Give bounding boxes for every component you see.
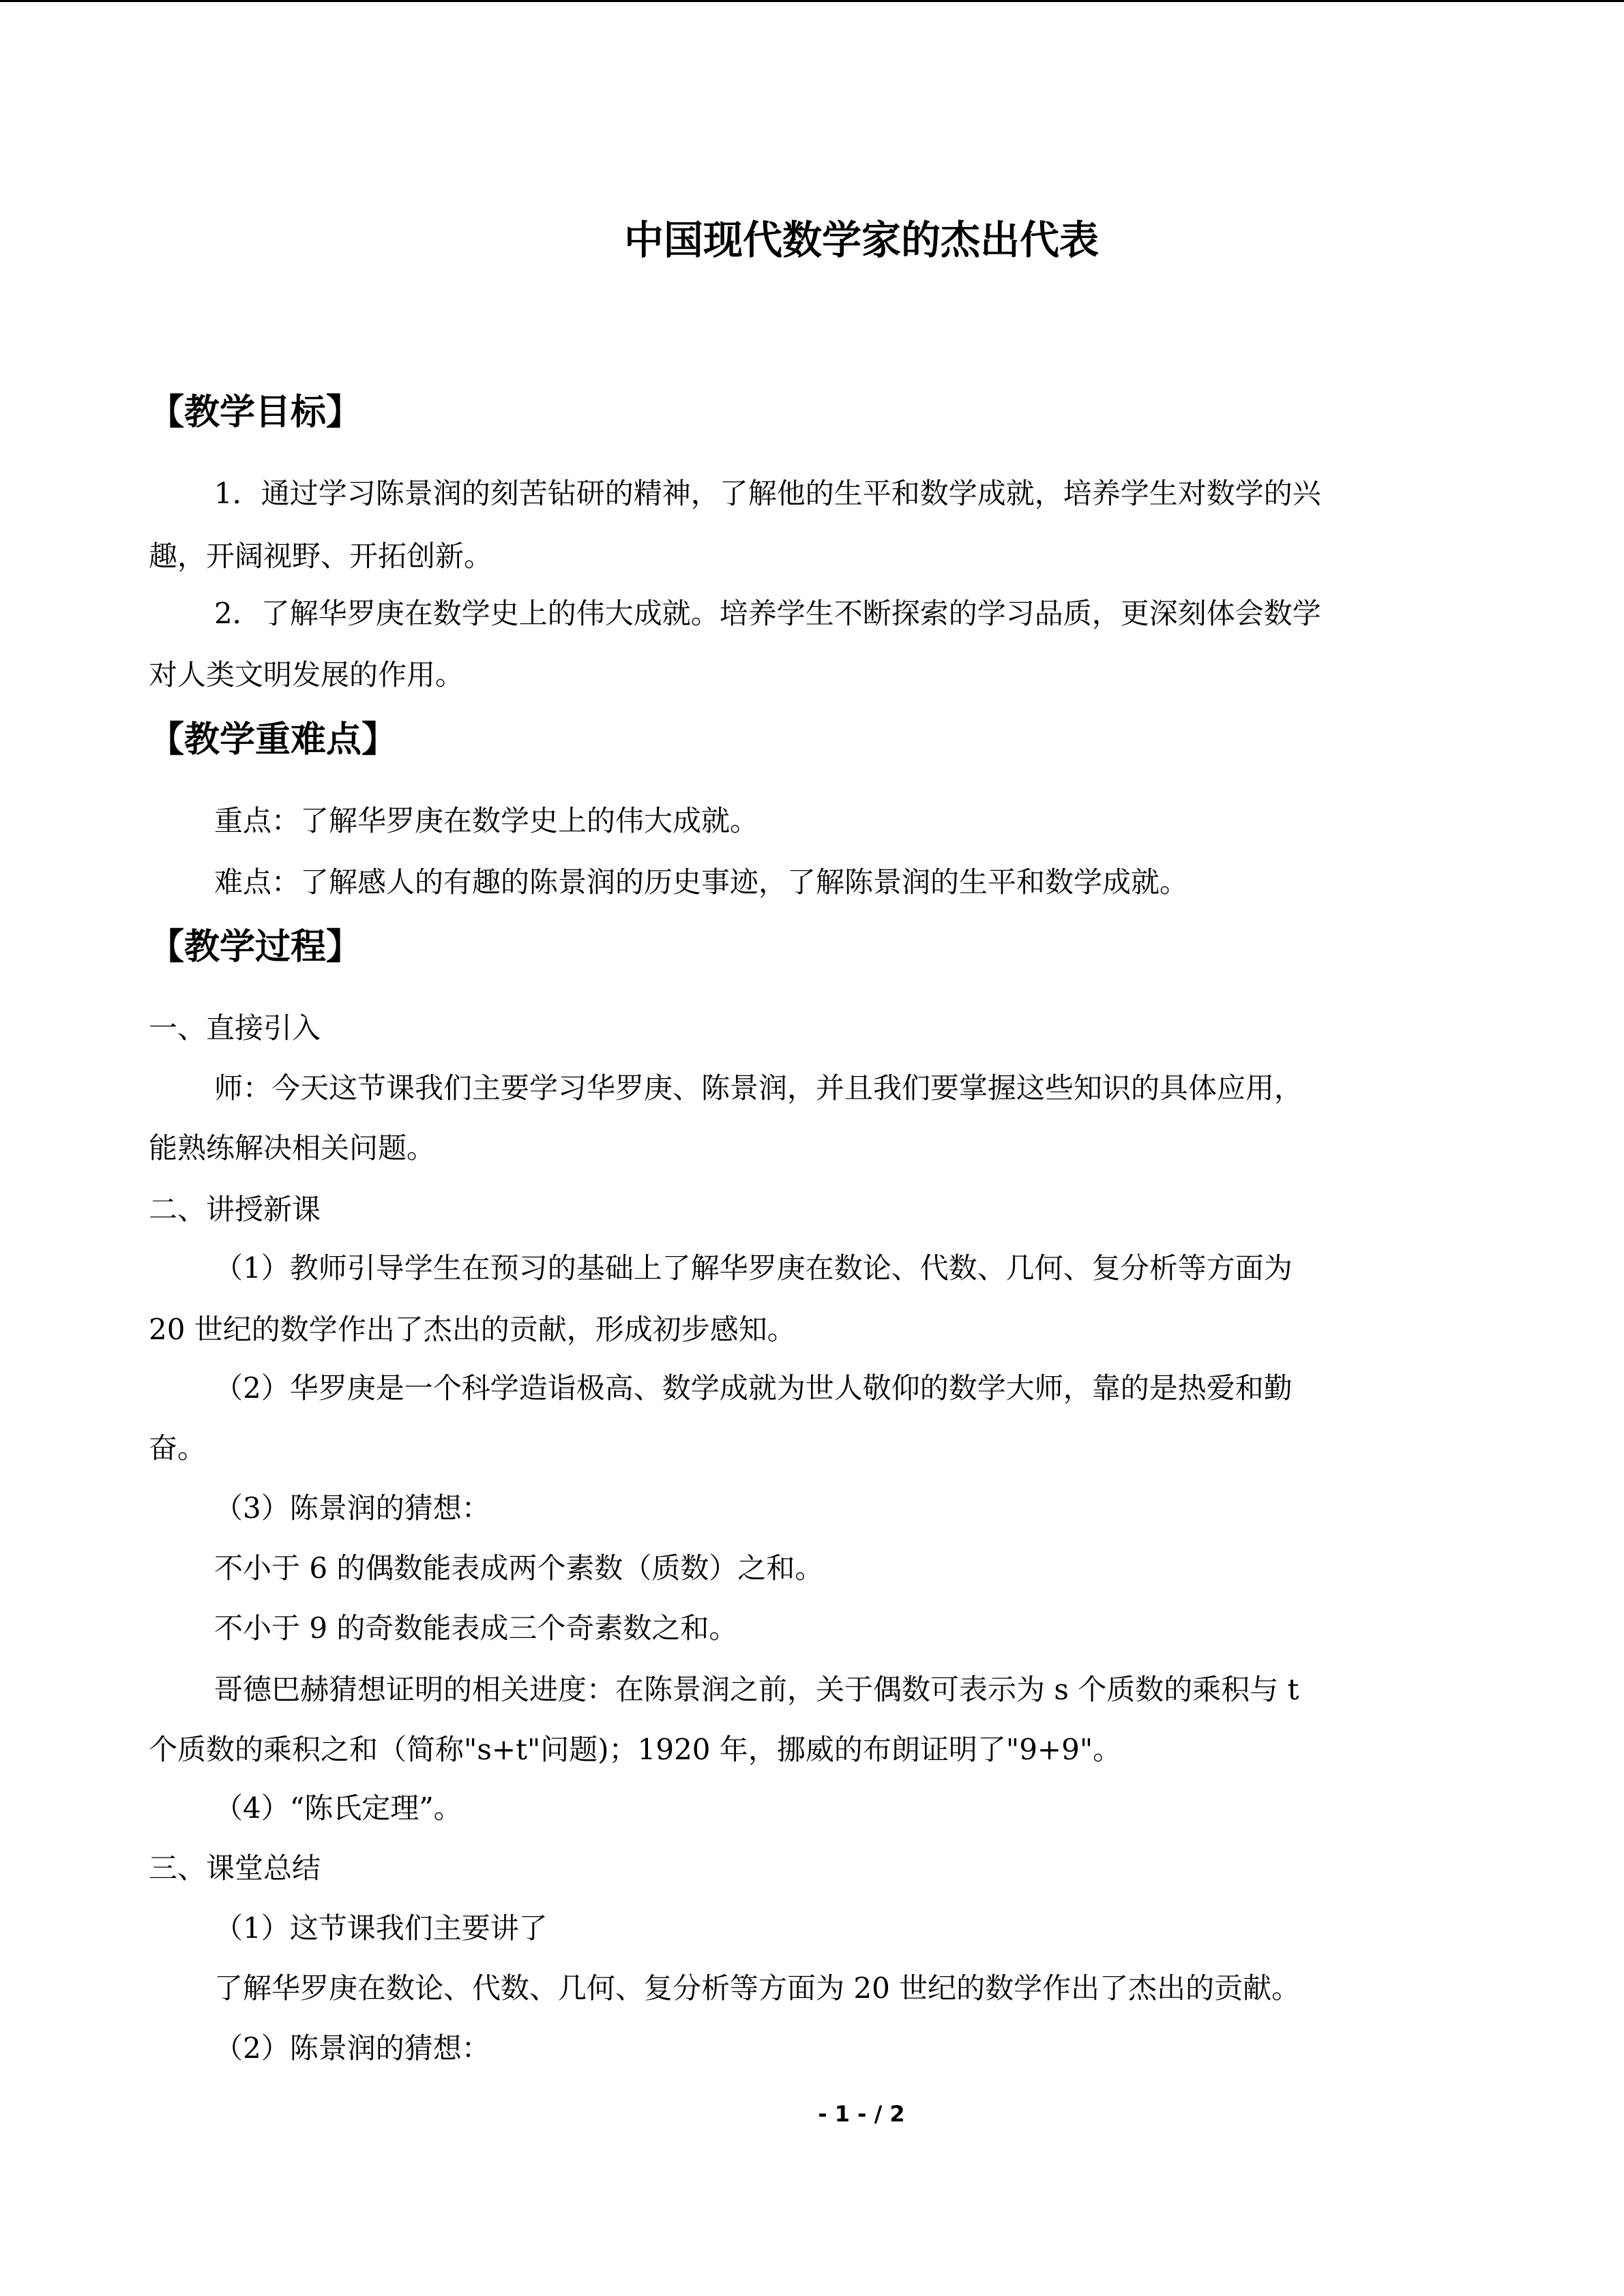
part-3-item-2: （2）陈景润的猜想： bbox=[214, 2031, 490, 2065]
part-3-item-1-detail: 了解华罗庚在数论、代数、几何、复分析等方面为 20 世纪的数学作出了杰出的贡献。 bbox=[214, 1971, 1301, 2005]
part-1-line-2: 能熟练解决相关问题。 bbox=[149, 1131, 436, 1165]
part-1-title: 一、直接引入 bbox=[149, 1011, 321, 1045]
objective-2-line-1: 2．了解华罗庚在数学史上的伟大成就。培养学生不断探索的学习品质，更深刻体会数学 bbox=[214, 597, 1321, 630]
objectives-heading: 【教学目标】 bbox=[149, 392, 362, 433]
part-2-item-2-line-1: （2）华罗庚是一个科学造诣极高、数学成就为世人敬仰的数学大师，靠的是热爱和勤 bbox=[214, 1371, 1293, 1405]
part-2-title: 二、讲授新课 bbox=[149, 1193, 321, 1226]
goldbach-progress-line-2: 个质数的乘积之和（简称"s+t"问题)；1920 年，挪威的布朗证明了"9+9"。 bbox=[149, 1733, 1122, 1766]
goldbach-progress-line-1: 哥德巴赫猜想证明的相关进度：在陈景润之前，关于偶数可表示为 s 个质数的乘积与 t bbox=[214, 1673, 1299, 1706]
objective-2-line-2: 对人类文明发展的作用。 bbox=[149, 658, 464, 691]
part-2-item-3: （3）陈景润的猜想： bbox=[214, 1491, 490, 1525]
part-1-line-1: 师：今天这节课我们主要学习华罗庚、陈景润，并且我们要掌握这些知识的具体应用， bbox=[214, 1071, 1303, 1105]
objective-1-line-2: 趣，开阔视野、开拓创新。 bbox=[149, 539, 493, 573]
part-2-item-1-line-1: （1）教师引导学生在预习的基础上了解华罗庚在数论、代数、几何、复分析等方面为 bbox=[214, 1251, 1293, 1285]
objective-1-line-1: 1．通过学习陈景润的刻苦钻研的精神，了解他的生平和数学成就，培养学生对数学的兴 bbox=[214, 477, 1321, 510]
key-points-heading: 【教学重难点】 bbox=[149, 719, 398, 760]
document-page bbox=[149, 0, 1479, 2296]
document-title: 中国现代数学家的杰出代表 bbox=[623, 217, 1099, 263]
part-3-item-1: （1）这节课我们主要讲了 bbox=[214, 1911, 548, 1945]
difficult-point: 难点：了解感人的有趣的陈景润的历史事迹，了解陈景润的生平和数学成就。 bbox=[214, 865, 1189, 899]
page-number: - 1 - / 2 bbox=[818, 2101, 905, 2127]
part-3-title: 三、课堂总结 bbox=[149, 1851, 321, 1885]
part-2-item-2-line-2: 奋。 bbox=[149, 1431, 207, 1465]
conjecture-2: 不小于 9 的奇数能表成三个奇素数之和。 bbox=[214, 1611, 738, 1645]
process-heading: 【教学过程】 bbox=[149, 927, 362, 968]
key-point: 重点：了解华罗庚在数学史上的伟大成就。 bbox=[214, 804, 759, 837]
part-2-item-4: （4）“陈氏定理”。 bbox=[214, 1791, 462, 1825]
part-2-item-1-line-2: 20 世纪的数学作出了杰出的贡献，形成初步感知。 bbox=[149, 1313, 796, 1346]
conjecture-1: 不小于 6 的偶数能表成两个素数（质数）之和。 bbox=[214, 1551, 824, 1585]
